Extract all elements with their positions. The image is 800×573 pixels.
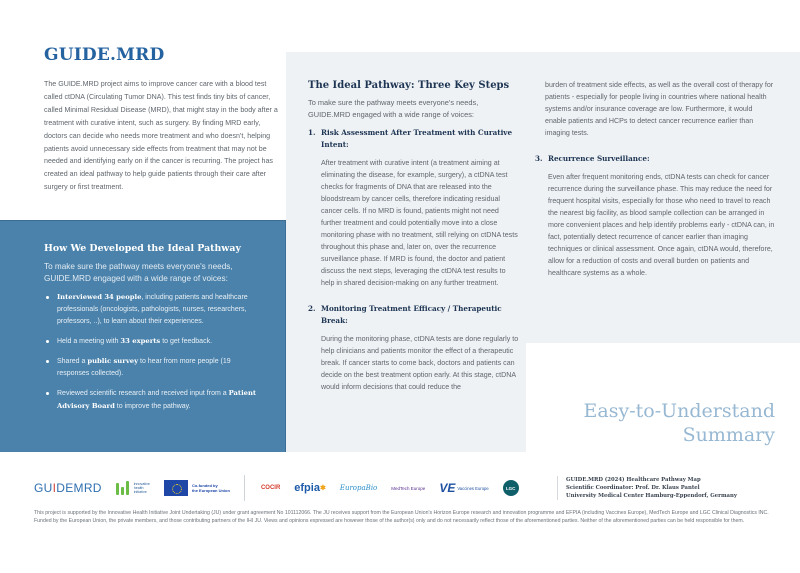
intro-title: GUIDE.MRD [44,45,165,65]
intro-body: The GUIDE.MRD project aims to improve cancer care with a blood test called ctDNA (Circulating Tumor DNA). This test finds tiny bits of cancer, called Minimal Residual Disease (MRD), that might stay in the body after a treatment with curative intent, such as surgery. By finding MRD early, doctors can decide who needs more treatment and who doesn't, helping patients avoid unnecessary side effects from treatment that may not be needed and identifying early on if the cancer is recurring. The project has created an ideal pathway to help guide patients through their care after surgery or first treatment. [44,80,278,192]
eu-flag-icon [164,480,188,496]
development-list [44,291,258,413]
step-body: Even after frequent monitoring ends, ctDNA tests can check for cancer recurrence during the surveillance phase. This may reduce the need for frequent hospital visits, especially for those who need to travel to reach the nearest big facility, as blood sample collection can be arranged in more convenient places and help identify problems early - ctDNA can, in fact, potentially detect recurrence of cancer earlier than imaging techniques or clinical assessment. Once again, ctDNA would, therefore, allow for a reduction of costs and overall burden on patients and healthcare systems as a whole. [548,173,775,277]
step-2-body-continued: burden of treatment side effects, as well as the overall cost of therapy for patients - especially for people living in countries where national health systems and/or insurance coverage are low. Furthermore, it would enable patients and HCPs to detect cancer recurrence earlier than imaging tests. [545,81,774,137]
development-title: How We Developed the Ideal Pathway [44,243,241,254]
step-body: During the monitoring phase, ctDNA tests are done regularly to help clinicians and patients monitor the effect of a therapeutic break. If cancer starts to come back, doctors and patients can decide on the best treatment option early. At this stage, ctDNA would inform decisions that could reduce the [321,335,519,391]
summary-title: Easy-to-Understand Summary [583,400,775,446]
step-heading: 3. Recurrence Surveillance: [535,154,650,163]
europabio-logo: EuropaBio [339,484,378,492]
summary-box [526,343,800,452]
medtech-europe-logo: MedTech Europe [391,485,426,491]
ihi-logo: innovative health initiative [116,481,150,495]
pathway-column-right [535,79,775,293]
pathway-title: The Ideal Pathway: Three Key Steps [308,80,510,91]
pathway-lead: To make sure the pathway meets everyone's needs, GUIDE.MRD engaged with a wide range of voices: [308,98,479,119]
partner-logos [34,474,533,502]
lgc-logo: LGC [503,480,519,496]
credit-divider [557,476,558,500]
pathway-column-left [308,80,520,407]
development-lead: To make sure the pathway meets everyone's needs, GUIDE.MRD engaged with a wide range of voices: [44,262,233,283]
development-panel [0,220,286,452]
guide-mrd-logo: GU I DEMRD [34,481,102,495]
development-item: Shared a public survey to hear from more people (19 responses collected). [44,355,258,380]
development-item: Held a meeting with 33 experts to get feedback. [44,335,258,348]
vaccines-europe-logo: VE Vaccines Europe [439,481,489,495]
ihi-bars-icon [116,481,131,495]
logo-divider [244,475,245,501]
step-2 [308,303,520,393]
development-item: Reviewed scientific research and received input from a Patient Advisory Board to improve the pathway. [44,387,258,413]
development-item: Interviewed 34 people, including patients and healthcare professionals (oncologists, pathologists, nurses, researchers, professors, ..), to learn about their experiences. [44,291,258,328]
step-heading: 1. Risk Assessment After Treatment with Curative Intent: [308,128,513,149]
eu-cofunded-logo: Co-funded by the European Union [164,480,230,496]
efpia-logo: efpia ✱ [294,482,326,494]
intro-section [44,45,280,194]
cocir-logo: COCIR [260,485,281,491]
step-heading: 2. Monitoring Treatment Efficacy / Therapeutic Break: [308,304,502,325]
step-3 [535,153,775,279]
step-body: After treatment with curative intent (a treatment aiming at eliminating the disease, for example, surgery), a ctDNA test checks for fragments of DNA that are released into the bloodstream by cancer cells, therefore indicating residual cancer cells. If no MRD is found, patients might not need further treatment and could potentially move into a close monitoring phase with no treatment, still relying on ctDNA tests throughout this phase and, later on, over the recurrence surveillance phase. If MRD is found, the doctor and patient discuss the next steps, leveraging the ctDNA test results to help in shared decision-making on any further treatment. [321,159,518,287]
funding-disclaimer: This project is supported by the Innovative Health Initiative Joint Undertaking (JU) under grant agreement No 101112066. The JU receives support from the European Union's Horizon Europe research and innovation programme and EFPIA (including Vaccines Europe), MedTech Europe and LGC Clinical Diagnostics INC. Funded by the European Union, the private members, and those contributing partners of the IHI JU. Views and opinions expressed are however those of the author(s) only and do not necessarily reflect those of the aforementioned parties. Neither of the aforementioned parties can be held responsible for them. [34,510,769,525]
credit-block: GUIDE.MRD (2024) Healthcare Pathway Map Scientific Coordinator: Prof. Dr. Klaus Pantel University Medical Center Hamburg-Eppendorf, Germany [566,477,737,499]
step-1 [308,127,520,289]
